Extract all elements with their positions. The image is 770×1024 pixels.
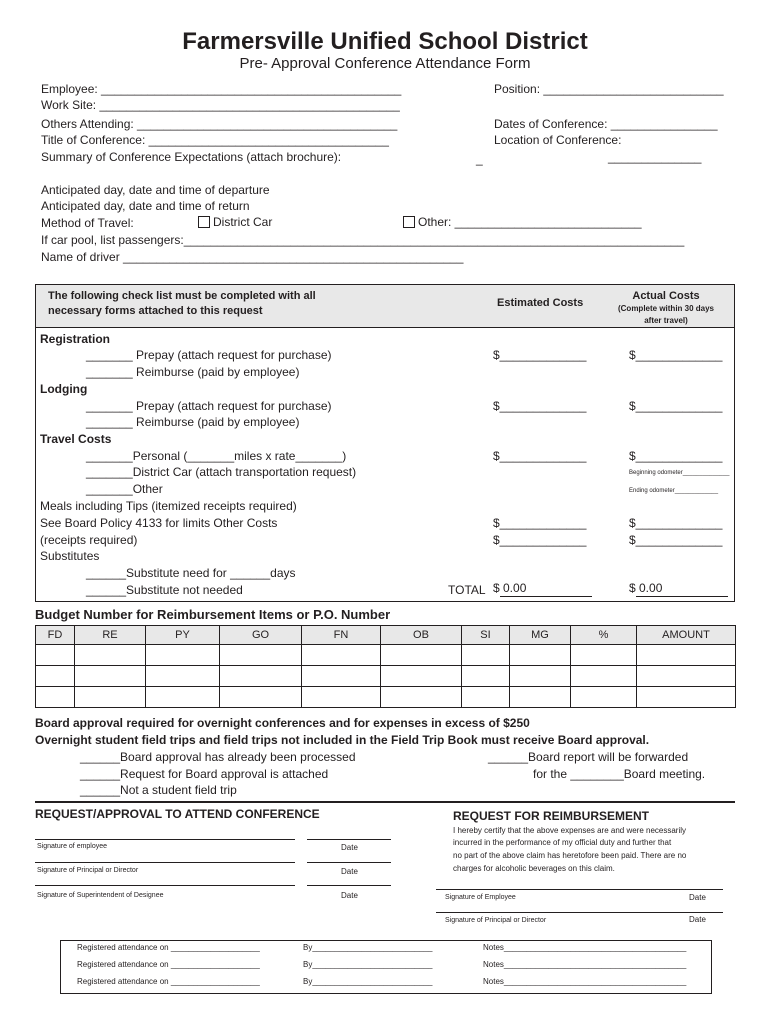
budget-row[interactable] (36, 687, 736, 708)
conference-location-field[interactable]: ______________ (608, 150, 702, 164)
board-approval-note: Board approval required for overnight conferences and for expenses in excess of $250 (35, 716, 530, 730)
budget-cell[interactable] (637, 687, 736, 708)
certification-text-3: no part of the above claim has heretofore been paid. There are no (453, 851, 687, 860)
budget-cell[interactable] (510, 645, 571, 666)
budget-cell[interactable] (302, 666, 381, 687)
registration-reimburse[interactable]: _______ Reimburse (paid by employee) (86, 365, 300, 379)
travel-estimated[interactable]: $_____________ (493, 449, 587, 463)
budget-cell[interactable] (381, 687, 462, 708)
board-report-forwarded[interactable]: ______Board report will be forwarded (488, 750, 689, 764)
budget-col-fn: FN (302, 626, 381, 645)
other-travel-option[interactable]: Other: ____________________________ (403, 215, 642, 229)
budget-col-py: PY (146, 626, 220, 645)
form-title: Farmersville Unified School District (182, 28, 588, 55)
budget-cell[interactable] (571, 666, 637, 687)
board-policy-label: See Board Policy 4133 for limits Other Costs (40, 516, 278, 530)
budget-cell[interactable] (637, 645, 736, 666)
driver-name-field[interactable]: Name of driver ___________________________________________________ (41, 250, 464, 264)
budget-cell[interactable] (75, 687, 146, 708)
budget-cell[interactable] (571, 687, 637, 708)
substitute-needed[interactable]: ______Substitute need for ______days (86, 566, 296, 580)
budget-cell[interactable] (571, 645, 637, 666)
district-car-cost[interactable]: _______District Car (attach transportation request) (86, 465, 357, 479)
budget-cell[interactable] (637, 666, 736, 687)
registered-notes-2[interactable]: Notes_________________________________________ (483, 960, 687, 969)
certification-text-2: incurred in the performance of my official duty and further that (453, 838, 672, 847)
budget-cell[interactable] (36, 666, 75, 687)
budget-col-amount: AMOUNT (637, 626, 736, 645)
travel-method-label: Method of Travel: (41, 216, 134, 230)
principal-signature-label: Signature of Principal or Director (37, 867, 139, 874)
budget-cell[interactable] (381, 645, 462, 666)
registration-heading: Registration (40, 332, 111, 346)
ending-odometer-field[interactable]: Ending odometer_____________ (629, 488, 719, 494)
other-travel-cost[interactable]: _______Other (86, 482, 163, 496)
budget-cell[interactable] (462, 645, 510, 666)
budget-col-mg: MG (510, 626, 571, 645)
registration-estimated[interactable]: $_____________ (493, 348, 587, 362)
total-estimated: $ 0.00 (493, 581, 527, 595)
superintendent-signature-label: Signature of Superintendent of Designee (37, 892, 164, 899)
superintendent-signature-line[interactable] (35, 885, 295, 886)
budget-title: Budget Number for Reimbursement Items or P.O. Number (35, 607, 391, 622)
carpool-passengers-field[interactable]: If car pool, list passengers:___________________________________________________________________________ (41, 233, 685, 247)
registered-notes-1[interactable]: Notes_________________________________________ (483, 943, 687, 952)
summary-mark: _ (476, 152, 483, 166)
reimb-employee-date-label: Date (689, 893, 706, 902)
position-field[interactable]: Position: ___________________________ (494, 82, 724, 96)
substitute-not-needed[interactable]: ______Substitute not needed (86, 583, 243, 597)
estimated-costs-header: Estimated Costs (497, 297, 584, 309)
principal-date-line[interactable] (307, 862, 391, 863)
meals-estimated[interactable]: $_____________ (493, 516, 587, 530)
checklist-instruction-1: The following check list must be completed with all (48, 290, 316, 302)
certification-text-4: charges for alcoholic beverages on this claim. (453, 864, 615, 873)
budget-cell[interactable] (510, 687, 571, 708)
budget-row[interactable] (36, 666, 736, 687)
total-label: TOTAL (448, 583, 486, 597)
budget-cell[interactable] (36, 645, 75, 666)
budget-cell[interactable] (462, 687, 510, 708)
other-costs-actual[interactable]: $_____________ (629, 533, 723, 547)
total-estimated-underline (500, 596, 592, 597)
substitutes-label: Substitutes (40, 549, 100, 563)
budget-cell[interactable] (75, 645, 146, 666)
travel-actual[interactable]: $_____________ (629, 449, 723, 463)
budget-col-ob: OB (381, 626, 462, 645)
budget-col-si: SI (462, 626, 510, 645)
board-approval-processed[interactable]: ______Board approval has already been processed (80, 750, 356, 764)
budget-cell[interactable] (75, 666, 146, 687)
registration-actual[interactable]: $_____________ (629, 348, 723, 362)
budget-cell[interactable] (220, 687, 302, 708)
other-costs-estimated[interactable]: $_____________ (493, 533, 587, 547)
lodging-reimburse[interactable]: _______ Reimburse (paid by employee) (86, 415, 300, 429)
lodging-prepay[interactable]: _______ Prepay (attach request for purchase) (86, 399, 332, 413)
section-divider (35, 801, 735, 803)
actual-costs-note-1: (Complete within 30 days (617, 304, 715, 313)
employee-field[interactable]: Employee: _____________________________________________ (41, 82, 402, 96)
not-field-trip[interactable]: ______Not a student field trip (80, 783, 237, 797)
registered-notes-3[interactable]: Notes_________________________________________ (483, 977, 687, 986)
budget-cell[interactable] (146, 666, 220, 687)
superintendent-date-label: Date (341, 891, 358, 900)
budget-cell[interactable] (220, 666, 302, 687)
budget-cell[interactable] (220, 645, 302, 666)
budget-cell[interactable] (146, 645, 220, 666)
summary-label: Summary of Conference Expectations (attach brochure): (41, 150, 342, 164)
budget-header-row (36, 626, 736, 645)
conference-title-field[interactable]: Title of Conference: ____________________________________ (41, 133, 389, 147)
field-trip-note: Overnight student field trips and field trips not included in the Field Trip Book must receive Board approval. (35, 733, 650, 747)
lodging-actual[interactable]: $_____________ (629, 399, 723, 413)
receipts-label: (receipts required) (40, 533, 138, 547)
board-approval-attached[interactable]: ______Request for Board approval is attached (80, 767, 329, 781)
budget-cell[interactable] (36, 687, 75, 708)
reimb-principal-signature-label: Signature of Principal or Director (445, 917, 547, 924)
beginning-odometer-field[interactable]: Beginning odometer______________ (629, 470, 730, 476)
reimb-principal-date-label: Date (689, 915, 706, 924)
form-subtitle: Pre- Approval Conference Attendance Form (239, 55, 531, 72)
reimb-principal-signature-line[interactable] (436, 912, 723, 913)
budget-col-re: RE (75, 626, 146, 645)
district-car-option[interactable]: District Car (198, 215, 272, 229)
reimb-employee-signature-line[interactable] (436, 889, 723, 890)
other-travel-checkbox[interactable] (403, 216, 415, 228)
budget-cell[interactable] (381, 666, 462, 687)
conference-dates-field[interactable]: Dates of Conference: ________________ (494, 117, 718, 131)
employee-signature-line[interactable] (35, 839, 295, 840)
employee-date-label: Date (341, 843, 358, 852)
actual-costs-header: Actual Costs (632, 290, 700, 302)
registered-attendance-1[interactable]: Registered attendance on ____________________ (77, 943, 260, 952)
registration-prepay[interactable]: _______ Prepay (attach request for purchase) (86, 348, 332, 362)
budget-col-go: GO (220, 626, 302, 645)
personal-mileage[interactable]: _______Personal (_______miles x rate_______) (86, 449, 347, 463)
district-car-checkbox[interactable] (198, 216, 210, 228)
employee-signature-label: Signature of employee (37, 843, 108, 850)
work-site-field[interactable]: Work Site: _____________________________________________ (41, 98, 400, 112)
return-label: Anticipated day, date and time of return (41, 199, 250, 213)
registered-by-1[interactable]: By___________________________ (303, 943, 433, 952)
budget-cell[interactable] (146, 687, 220, 708)
lodging-heading: Lodging (40, 382, 88, 396)
principal-signature-line[interactable] (35, 862, 295, 863)
checklist-instruction-2: necessary forms attached to this request (48, 305, 263, 317)
travel-costs-heading: Travel Costs (40, 432, 112, 446)
budget-col-percent: % (571, 626, 637, 645)
budget-row[interactable] (36, 645, 736, 666)
superintendent-date-line[interactable] (307, 885, 391, 886)
departure-label: Anticipated day, date and time of departure (41, 183, 270, 197)
actual-costs-note-2: after travel) (644, 316, 688, 325)
budget-cell[interactable] (302, 687, 381, 708)
employee-date-line[interactable] (307, 839, 391, 840)
principal-date-label: Date (341, 867, 358, 876)
budget-cell[interactable] (510, 666, 571, 687)
budget-cell[interactable] (302, 645, 381, 666)
budget-cell[interactable] (462, 666, 510, 687)
registered-attendance-3[interactable]: Registered attendance on ____________________ (77, 977, 260, 986)
reimb-employee-signature-label: Signature of Employee (445, 894, 516, 901)
meals-label: Meals including Tips (itemized receipts required) (40, 499, 297, 513)
registered-by-3[interactable]: By___________________________ (303, 977, 433, 986)
board-meeting-field[interactable]: for the ________Board meeting. (533, 767, 706, 781)
approval-section-title: REQUEST/APPROVAL TO ATTEND CONFERENCE (35, 807, 320, 821)
budget-table (35, 625, 736, 708)
budget-col-fd: FD (36, 626, 75, 645)
total-actual-underline (636, 596, 728, 597)
certification-text-1: I hereby certify that the above expenses are and were necessarily (453, 826, 687, 835)
lodging-estimated[interactable]: $_____________ (493, 399, 587, 413)
reimbursement-section-title: REQUEST FOR REIMBURSEMENT (453, 809, 650, 823)
conference-location-label: Location of Conference: (494, 133, 622, 147)
registered-attendance-2[interactable]: Registered attendance on ____________________ (77, 960, 260, 969)
meals-actual[interactable]: $_____________ (629, 516, 723, 530)
registered-by-2[interactable]: By___________________________ (303, 960, 433, 969)
total-actual: $ 0.00 (629, 581, 663, 595)
others-attending-field[interactable]: Others Attending: _______________________________________ (41, 117, 398, 131)
